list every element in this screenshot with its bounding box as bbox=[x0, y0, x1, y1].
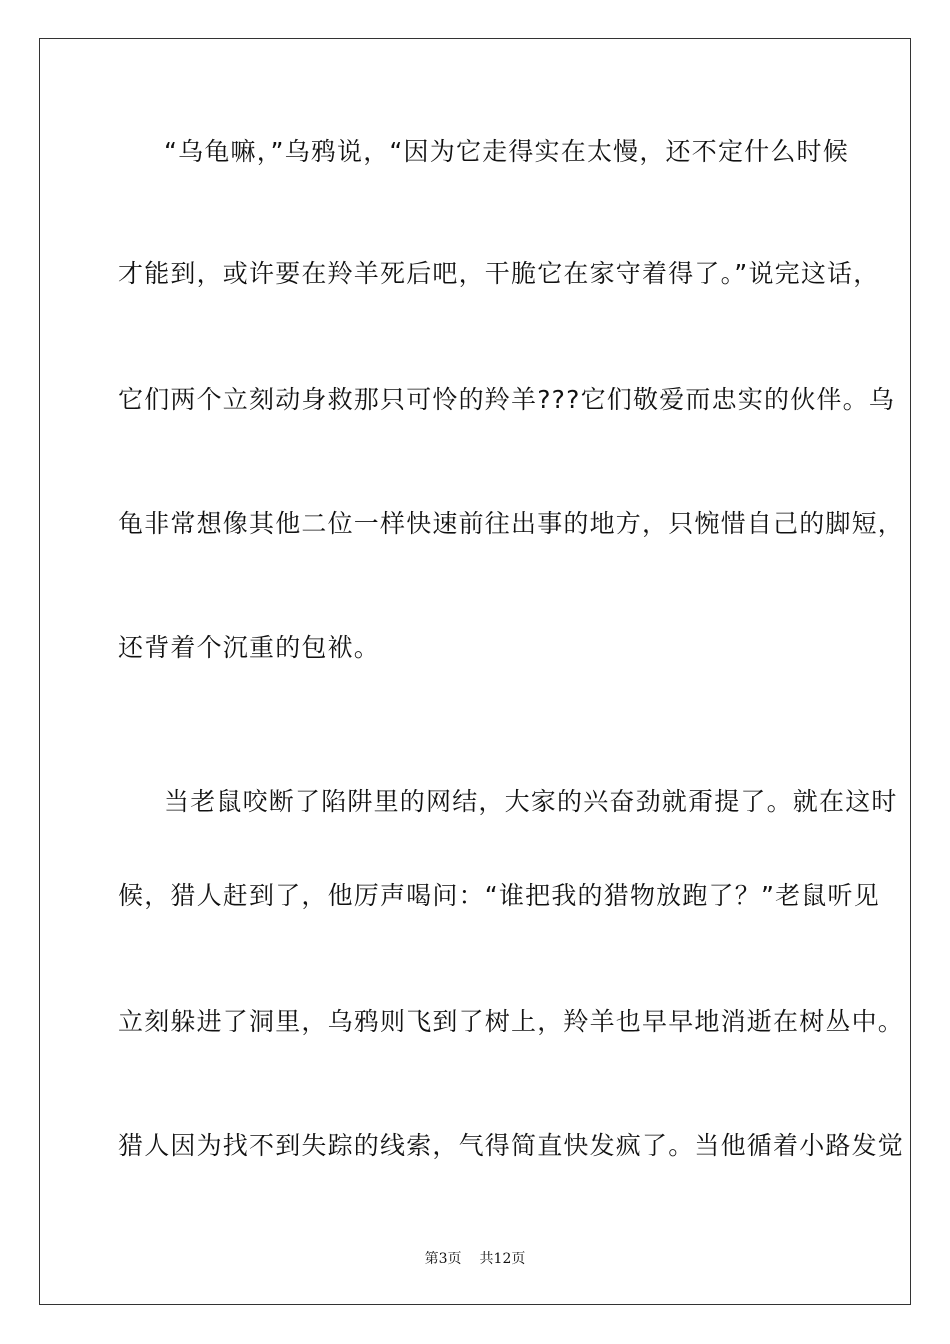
page-number-current: 第3页 bbox=[424, 1251, 462, 1267]
text-line-3: 它们两个立刻动身救那只可怜的羚羊???它们敬爱而忠实的伙伴。乌 bbox=[118, 385, 896, 414]
text-line-9: 猎人因为找不到失踪的线索，气得简直快发疯了。当他循着小路发觉 bbox=[118, 1131, 905, 1160]
text-line-7: 候，猎人赶到了，他厉声喝问：“谁把我的猎物放跑了？”老鼠听见 bbox=[118, 881, 880, 910]
page-footer bbox=[0, 1248, 950, 1268]
text-line-4: 龟非常想像其他二位一样快速前往出事的地方，只惋惜自己的脚短， bbox=[118, 509, 905, 538]
page-border bbox=[39, 38, 911, 1305]
text-line-1: “乌龟嘛，”乌鸦说，“因为它走得实在太慢，还不定什么时候 bbox=[164, 137, 849, 166]
text-line-8: 立刻躲进了洞里，乌鸦则飞到了树上，羚羊也早早地消逝在树丛中。 bbox=[118, 1007, 905, 1036]
text-line-2: 才能到，或许要在羚羊死后吧，干脆它在家守着得了。”说完这话， bbox=[118, 259, 880, 288]
page-number-total: 共12页 bbox=[479, 1251, 526, 1267]
text-line-5: 还背着个沉重的包袱。 bbox=[118, 633, 381, 662]
text-line-6: 当老鼠咬断了陷阱里的网结，大家的兴奋劲就甭提了。就在这时 bbox=[164, 787, 898, 816]
